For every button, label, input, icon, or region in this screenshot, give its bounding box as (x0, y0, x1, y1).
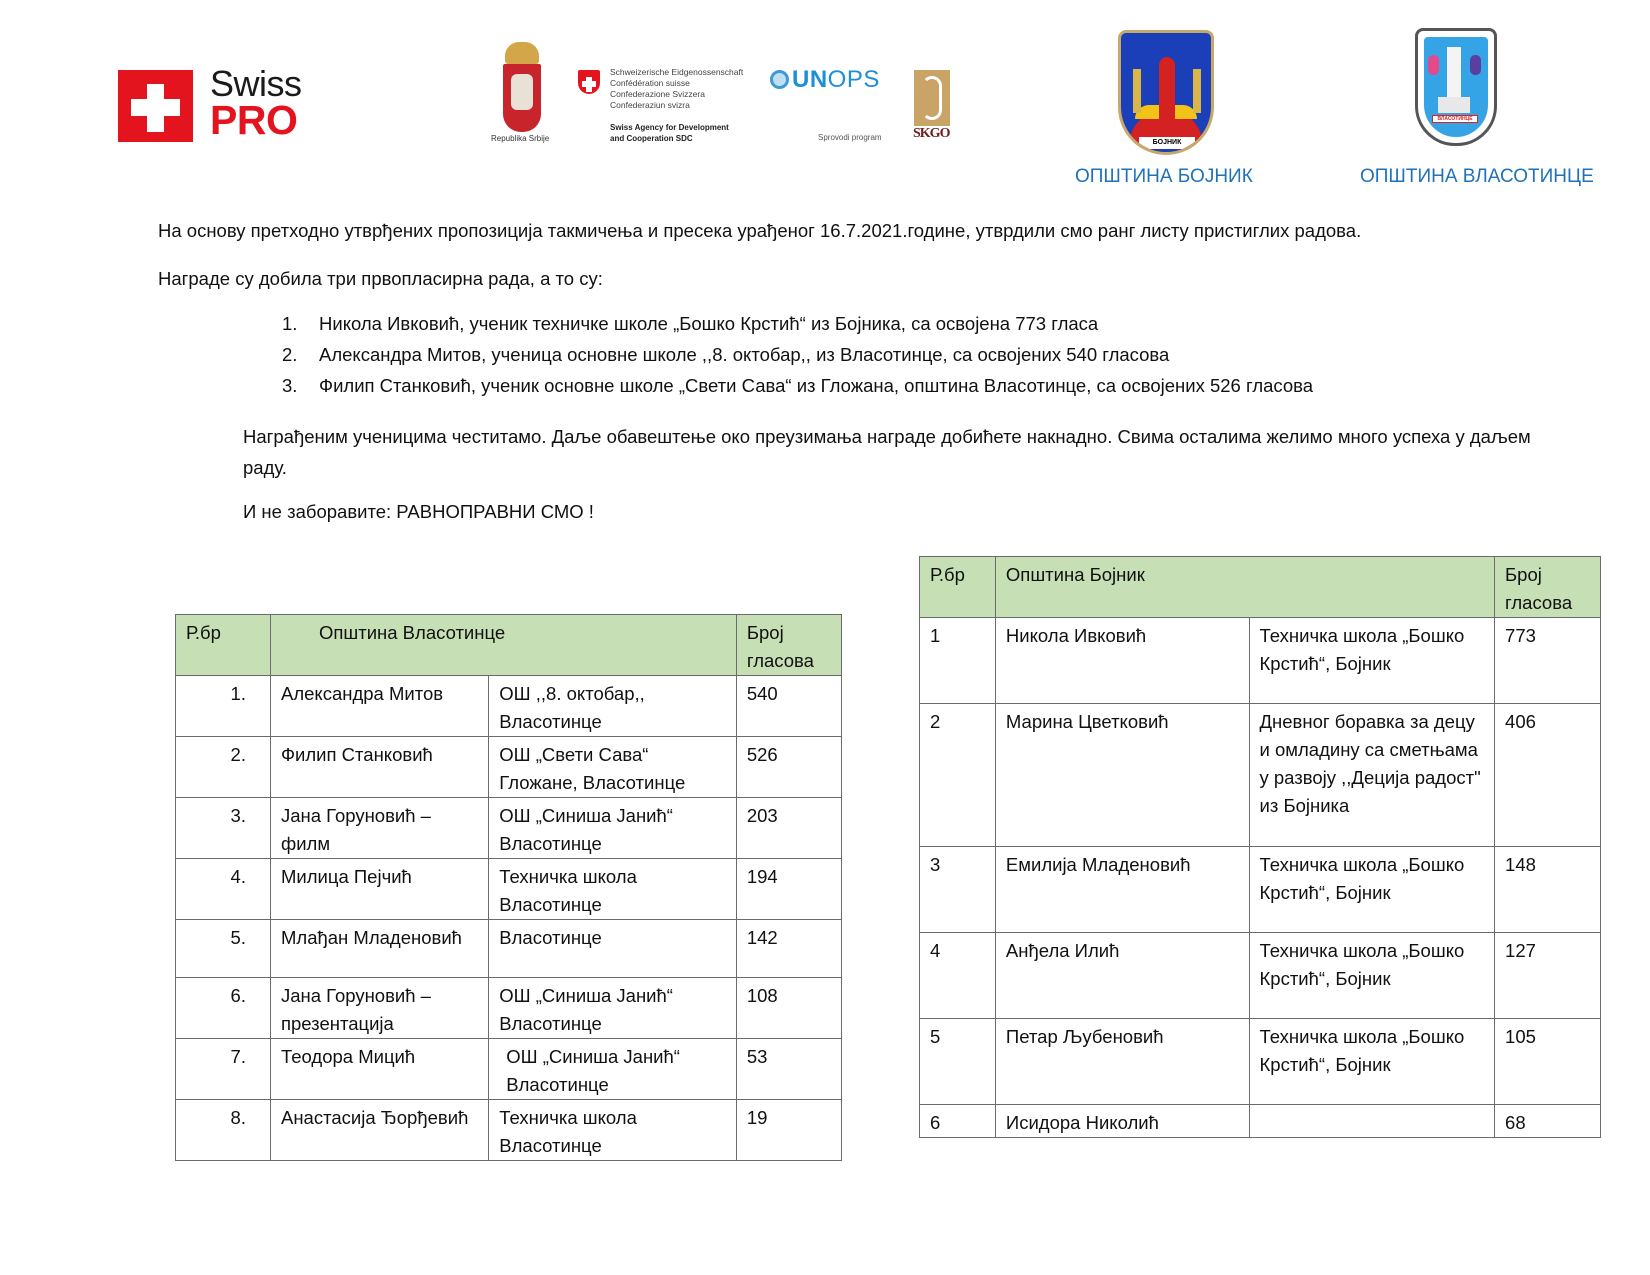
cell-votes: 53 (736, 1039, 841, 1100)
table-row (176, 978, 842, 1039)
cell-school (489, 1039, 737, 1100)
winner-number: 2. (282, 344, 298, 365)
table-row (176, 1039, 842, 1100)
cell-votes: 68 (1495, 1105, 1601, 1138)
cell-school (489, 978, 737, 1039)
school-line: Техничка школа (499, 866, 637, 887)
cell-rank: 6. (176, 978, 271, 1039)
cell-rank: 5 (920, 1019, 996, 1105)
cell-rank: 4 (920, 933, 996, 1019)
cell-rank: 2 (920, 704, 996, 847)
school-line: ОШ ,,8. oктобар,, (499, 683, 645, 704)
cell-school (1249, 1105, 1495, 1138)
congratulations-paragraph: Награђеним ученицима честитамо. Даље обавештење око преузимања награде добићете накнадно. Свима осталима желимо много успеха у даљем раду. (243, 426, 1531, 478)
header-votes-line: Број (1505, 564, 1542, 585)
cell-rank: 1 (920, 618, 996, 704)
cell-school: Дневног боравка за децу и омладину са сметњама у развоју ,,Деција радост" из Бојника (1249, 704, 1495, 847)
serbia-coat-of-arms-logo (491, 40, 555, 150)
school-line: Власотинце (499, 894, 602, 915)
closing-paragraph: И не заборавите: РАВНОПРАВНИ СМО ! (243, 501, 594, 522)
cell-votes: 127 (1495, 933, 1601, 1019)
school-line: Власотинце (499, 927, 602, 948)
cell-name: Анђела Илић (995, 933, 1249, 1019)
un-globe-icon (770, 70, 789, 89)
header-votes-line: Број (746, 622, 784, 643)
table-row (920, 618, 1601, 704)
cell-name: Исидора Николић (995, 1105, 1249, 1138)
sdc-logo (578, 67, 758, 147)
sdc-line: Confederazione Svizzera (610, 89, 705, 99)
sdc-agency-line: and Cooperation SDC (610, 134, 693, 143)
sdc-line: Schweizerische Eidgenossenschaft (610, 67, 744, 77)
sdc-line: Confederaziun svizra (610, 100, 690, 110)
school-line: Власотинце (499, 1013, 602, 1034)
skgo-logo (914, 70, 952, 142)
school-line: Власотинце (506, 1074, 609, 1095)
cell-rank: 3 (920, 847, 996, 933)
cell-school (489, 676, 737, 737)
cell-votes: 105 (1495, 1019, 1601, 1105)
cell-name: Теодора Мицић (270, 1039, 488, 1100)
winner-list-item (282, 374, 1532, 405)
winner-number: 1. (282, 313, 298, 334)
table-header-row (176, 615, 842, 676)
cell-school: Техничка школа „Бошко Крстић“, Бојник (1249, 1019, 1495, 1105)
serbia-logo-caption: Republika Srbije (491, 134, 550, 143)
cell-rank: 4. (176, 859, 271, 920)
school-line: ОШ „Синиша Јанић“ (499, 985, 673, 1006)
cell-votes: 148 (1495, 847, 1601, 933)
header-municipality: Општина Бојник (995, 557, 1494, 618)
cell-votes: 526 (736, 737, 841, 798)
wheat-icon (1133, 69, 1141, 113)
cell-name: Никола Ивковић (995, 618, 1249, 704)
header-rank: Р.бр (920, 557, 996, 618)
cell-name: Филип Станковић (270, 737, 488, 798)
municipality-vlasotince-title: ОПШТИНА ВЛАСОТИНЦЕ (1360, 166, 1594, 187)
cell-school (489, 798, 737, 859)
vlasotince-shield-icon (1415, 28, 1497, 146)
awards-intro-paragraph: Награде су добила три првопласирна рада, а то су: (158, 268, 603, 289)
sdc-agency-name (610, 122, 729, 144)
winner-number: 3. (282, 375, 298, 396)
grapes-icon (1470, 55, 1481, 75)
cell-name: Александра Митов (270, 676, 488, 737)
cell-rank: 8. (176, 1100, 271, 1161)
bojnik-shield-icon (1118, 30, 1214, 155)
school-line: ОШ „Синиша Јанић“ (499, 805, 673, 826)
table-row (920, 1019, 1601, 1105)
unops-caption: Sprovodi program (818, 133, 882, 142)
cell-school: Техничка школа „Бошко Крстић“, Бојник (1249, 618, 1495, 704)
table-row (920, 1105, 1601, 1138)
table-row (176, 859, 842, 920)
crown-icon (505, 42, 539, 64)
header-municipality: Општина Власотинце (270, 615, 736, 676)
winner-text: Филип Станковић, ученик основне школе „Свети Сава“ из Гложана, општина Власотинце, са освојених 526 гласова (319, 375, 1314, 396)
sdc-line: Confédération suisse (610, 78, 690, 88)
unops-logo (770, 66, 890, 146)
cell-votes: 194 (736, 859, 841, 920)
skgo-emblem-icon (914, 70, 950, 126)
cell-rank: 3. (176, 798, 271, 859)
winner-text: Александра Митов, ученица основне школе ,,8. октобар,, из Власотинце, са освојених 540 гласова (319, 344, 1170, 365)
school-line: ОШ „Свети Сава“ (499, 744, 649, 765)
eagle-icon (511, 74, 533, 110)
cell-name: Марина Цветковић (995, 704, 1249, 847)
table-row (176, 737, 842, 798)
cell-votes: 19 (736, 1100, 841, 1161)
vlasotince-crest-band: ВЛАСОТИНЦЕ (1432, 115, 1478, 123)
cell-votes: 142 (736, 920, 841, 978)
figure-icon (1159, 57, 1175, 121)
cell-name: Петар Љубеновић (995, 1019, 1249, 1105)
cell-school (489, 737, 737, 798)
header-votes-line: гласова (746, 650, 814, 671)
cell-name: Јана Горуновић – филм (270, 798, 488, 859)
header-rank: Р.бр (176, 615, 271, 676)
intro-paragraph: На основу претходно утврђених пропозиција такмичења и пресека урађеног 16.7.2021.године, утврдили смо ранг листу пристиглих радова. (158, 220, 1362, 241)
skgo-logo-text: SKGO (913, 126, 950, 141)
cell-rank: 7. (176, 1039, 271, 1100)
school-line: Гложане, Власотинце (499, 772, 686, 793)
school-line: Власотинце (499, 1135, 602, 1156)
cell-name: Јана Горуновић – презентација (270, 978, 488, 1039)
swisspro-logo-pro: PRO (210, 97, 298, 143)
unops-logo-text (792, 66, 880, 94)
table-row (176, 920, 842, 978)
cell-school (489, 859, 737, 920)
bojnik-crest-band: БОЈНИК (1139, 137, 1195, 149)
cell-rank: 1. (176, 676, 271, 737)
cell-rank: 6 (920, 1105, 996, 1138)
cell-votes: 773 (1495, 618, 1601, 704)
school-line: Власотинце (499, 711, 602, 732)
grapes-icon (1428, 55, 1439, 75)
header-votes-line: гласова (1505, 592, 1573, 613)
vlasotince-coat-of-arms (1415, 28, 1497, 146)
cell-name: Млађан Младеновић (270, 920, 488, 978)
table-header-row (920, 557, 1601, 618)
cell-votes: 406 (1495, 704, 1601, 847)
municipality-bojnik-title: ОПШТИНА БОЈНИК (1075, 166, 1253, 187)
table-row (920, 933, 1601, 1019)
bojnik-coat-of-arms (1118, 30, 1214, 155)
cell-name: Емилија Младеновић (995, 847, 1249, 933)
cell-school: Техничка школа „Бошко Крстић“, Бојник (1249, 847, 1495, 933)
winner-list-item (282, 343, 1532, 374)
winner-text: Никола Ивковић, ученик техничке школе „Бошко Крстић“ из Бојника, са освојена 773 гласа (319, 313, 1099, 334)
sdc-logo-names (610, 67, 743, 111)
swisspro-logo-swiss: Swiss (210, 63, 302, 104)
vlasotince-results-table (175, 614, 842, 1161)
cell-name: Милица Пејчић (270, 859, 488, 920)
cell-votes: 540 (736, 676, 841, 737)
swiss-flag-icon (118, 70, 193, 142)
swisspro-logo (118, 63, 318, 143)
swiss-shield-icon (578, 70, 600, 94)
table-row (920, 847, 1601, 933)
table-row (176, 676, 842, 737)
wheat-icon (1193, 69, 1201, 113)
winners-list (282, 312, 1532, 405)
cell-school: Техничка школа „Бошко Крстић“, Бојник (1249, 933, 1495, 1019)
bojnik-results-table (919, 556, 1601, 1138)
table-row (920, 704, 1601, 847)
cell-votes: 203 (736, 798, 841, 859)
table-row (176, 1100, 842, 1161)
header-votes (736, 615, 841, 676)
school-line: Техничка школа (499, 1107, 637, 1128)
school-line: ОШ „Синиша Јанић“ (506, 1046, 680, 1067)
cell-rank: 5. (176, 920, 271, 978)
header-votes (1495, 557, 1601, 618)
cell-school (489, 1100, 737, 1161)
cell-name: Анастасија Ђорђевић (270, 1100, 488, 1161)
cell-school (489, 920, 737, 978)
school-line: Власотинце (499, 833, 602, 854)
sdc-agency-line: Swiss Agency for Development (610, 123, 729, 132)
table-row (176, 798, 842, 859)
cell-rank: 2. (176, 737, 271, 798)
unops-text-rest: OPS (827, 66, 880, 93)
cell-votes: 108 (736, 978, 841, 1039)
winner-list-item (282, 312, 1532, 343)
unops-text-bold: UN (792, 66, 828, 93)
